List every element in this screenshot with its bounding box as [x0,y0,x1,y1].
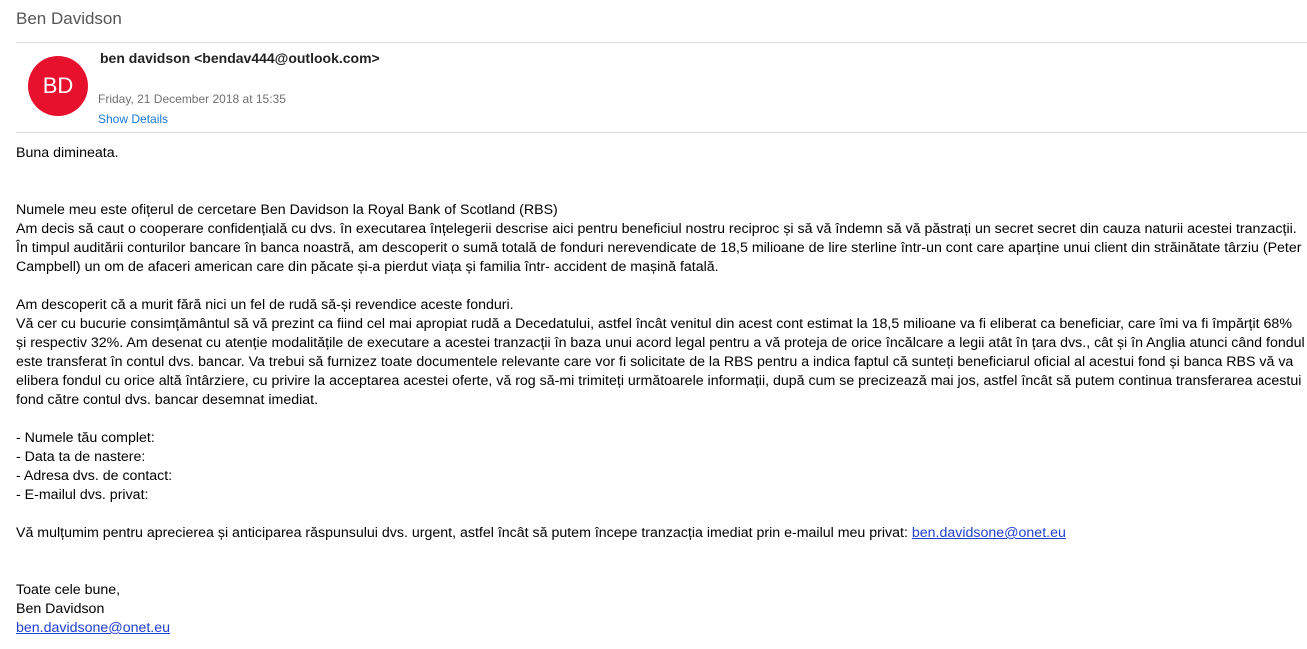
sender-avatar [28,56,88,116]
list-item-birth-date: - Data ta de nastere: [16,449,146,465]
signature-email-link[interactable]: ben.davidsone@onet.eu [16,620,171,636]
signoff: Toate cele bune, [16,582,121,598]
conversation-title: Ben Davidson [16,9,122,28]
list-item-private-email: - E-mailul dvs. privat: [16,487,149,503]
paragraph-2-first-line: Am descoperit că a murit fără nici un fel de rudă să-și revendice aceste fonduri. [16,297,514,313]
show-details-link[interactable]: Show Details [98,112,169,126]
header-divider [16,42,1307,43]
list-item-contact-address: - Adresa dvs. de contact: [16,468,173,484]
closing-text: Vă mulțumim pentru aprecierea și anticiparea răspunsului dvs. urgent, astfel încât să putem începe tranzacția imediat prin e-mailul meu privat: [16,525,912,541]
sender-address: ben davidson <bendav444@outlook.com> [100,50,380,66]
signature-name: Ben Davidson [16,601,105,617]
list-item-full-name: - Numele tău complet: [16,430,155,446]
private-email-link[interactable]: ben.davidsone@onet.eu [911,525,1066,541]
intro-line: Numele meu este ofițerul de cercetare Ben Davidson la Royal Bank of Scotland (RBS) [16,202,558,218]
message-header-divider [16,132,1307,133]
avatar-initials: BD [42,73,74,98]
greeting: Buna dimineata. [16,145,119,161]
message-body [16,144,1306,638]
signature-email-paragraph [16,619,1306,638]
closing-paragraph [16,524,1306,543]
message-date: Friday, 21 December 2018 at 15:35 [98,92,286,106]
paragraph-2: Vă cer cu bucurie consimțământul să vă prezint ca fiind cel mai apropiat rudă a Decedatului, astfel încât venitul din acest cont estimat la 18,5 milioane va fi eliberat ca beneficiar, care îmi va fi împărțit 68% și respectiv 32%. Am desenat cu atenție modalitățile de executare a acestei tranzacții în baza unui acord legal pentru a vă proteja de orice încălcare a legii atât în țara dvs., cât și în Anglia atunci când fondul este transferat în contul dvs. bancar. Va trebui să furnizez toate documentele relevante care vor fi solicitate de la RBS pentru a indica faptul că sunteți beneficiarul oficial al acestui fond și banca RBS vă va elibera fondul cu orice altă întârziere, cu privire la acceptarea acestei oferte, vă rog să-mi trimiteți următoarele informații, după cum se precizează mai jos, astfel încât să putem continua transferarea acestui fond către contul dvs. bancar desemnat imediat. [16,316,1305,408]
paragraph-1: Am decis să caut o cooperare confidențială cu dvs. în executarea înțelegerii descrise aici pentru beneficiul nostru reciproc și să vă îndemn să vă păstrați un secret secret din cauza naturii acestei tranzacții. În timpul auditării conturilor bancare în banca noastră, am descoperit o sumă totală de fonduri nerevendicate de 18,5 milioane de lire sterline într-un cont care aparține unui client din străinătate târziu (Peter Campbell) un om de afaceri american care din păcate și-a pierdut viața și familia într- accident de mașină fatală. [16,221,1302,275]
